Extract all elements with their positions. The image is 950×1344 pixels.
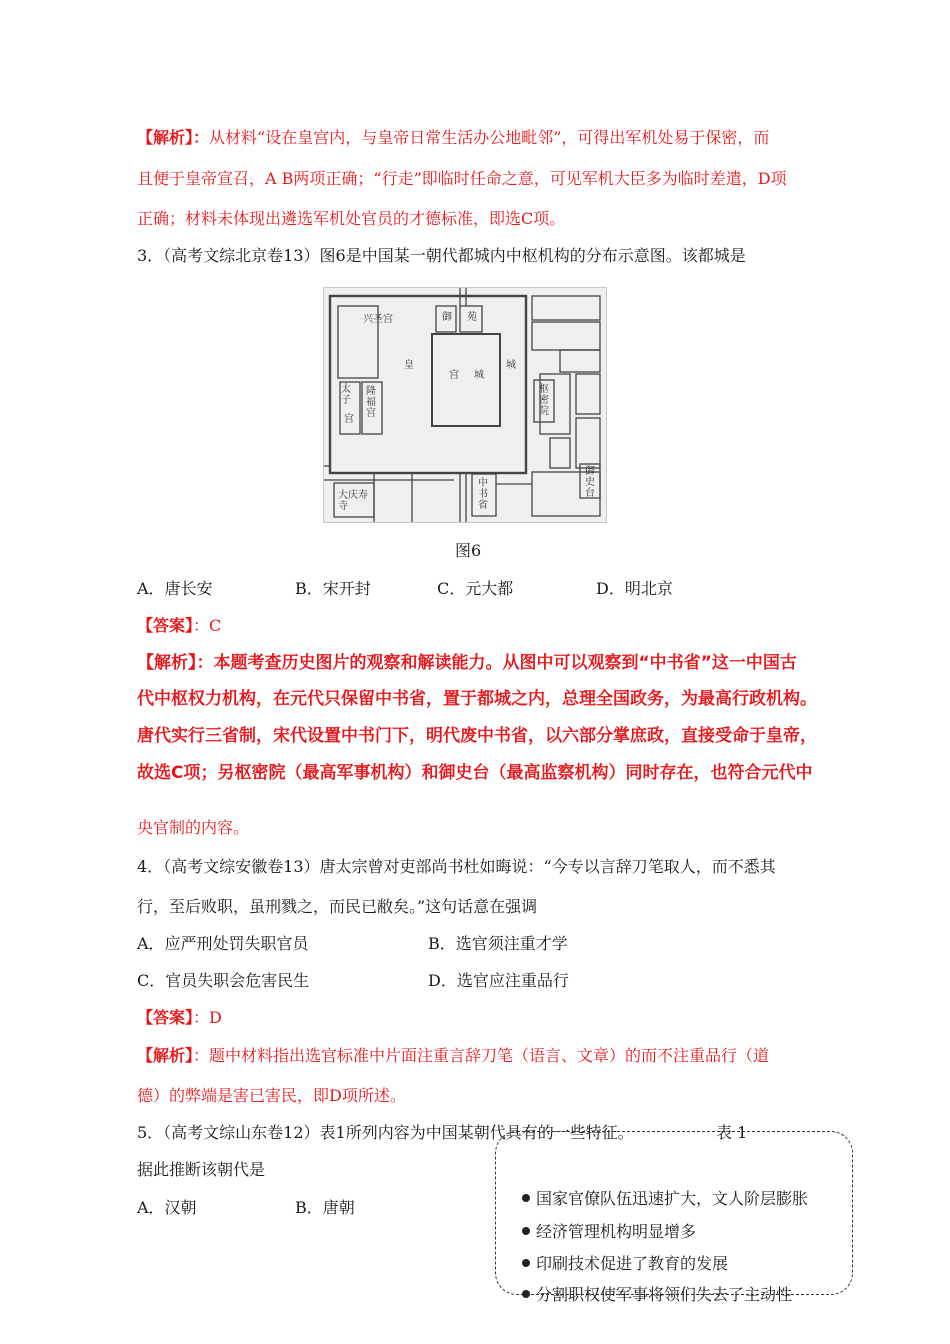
q3-stem: 3．（高考文综北京卷13）图6是中国某一朝代都城内中枢机构的分布示意图。该都城是 [137, 246, 746, 265]
table-item-text: 国家官僚队伍迅速扩大，文人阶层膨胀 [536, 1189, 809, 1208]
answer-value: ：D [193, 1008, 222, 1027]
q3-analysis-line2: 代中枢权力机构，在元代只保留中书省，置于都城之内，总理全国政务，为最高行政机构。 [137, 689, 817, 709]
q4-stem-line1: 4．（高考文综安徽卷13）唐太宗曾对吏部尚书杜如晦说：“今专以言辞刀笔取人，而不悉其 [137, 857, 776, 876]
table-item-text: 印刷技术促进了教育的发展 [536, 1254, 729, 1273]
map-label-top-right: 苑 [467, 312, 477, 323]
q4-analysis-line1 [137, 1046, 769, 1066]
q4-stem-line2: 行，至后败职，虽刑戮之，而民已敝矣。”这句话意在强调 [137, 897, 538, 916]
q4-option-a: A．应严刑处罚失职官员 [137, 934, 309, 953]
q4-option-d: D．选官应注重品行 [428, 971, 569, 990]
bullet-icon [522, 1259, 530, 1267]
table-item-text: 分割职权使军事将领们失去了主动性 [536, 1285, 793, 1304]
map-label-xingsheng: 兴圣宫 [363, 314, 393, 325]
q4-option-c: C．官员失职会危害民生 [137, 971, 310, 990]
q5-option-a: A．汉朝 [137, 1198, 197, 1217]
analysis-label: 【解析】 [137, 128, 194, 147]
q4-option-b: B．选官须注重才学 [428, 934, 568, 953]
map-label-gong: 宫 [344, 414, 354, 425]
map-label-top-left: 御 [442, 312, 452, 323]
bullet-icon [522, 1194, 530, 1202]
q3-answer [137, 616, 221, 636]
map-label-qingshousi: 大庆寿寺 [338, 490, 368, 512]
analysis-text: ：题中材料指出选官标准中片面注重言辞刀笔（语言、文章）的而不注重品行（道 [193, 1046, 770, 1065]
q3-option-d: D．明北京 [596, 579, 673, 598]
q5-table-label: 表 1 [716, 1123, 748, 1142]
table-item [522, 1254, 728, 1274]
table-item [522, 1285, 792, 1305]
map-label-shumiyuan: 枢密院 [539, 384, 549, 417]
q2-analysis-line1 [137, 128, 769, 148]
q3-option-b: B．宋开封 [295, 579, 371, 598]
map-label-cheng: 城 [506, 360, 516, 371]
analysis-label: 【解析】 [137, 1046, 194, 1065]
table-item-text: 经济管理机构明显增多 [536, 1222, 697, 1241]
analysis-text: 从材料“设在皇宫内，与皇帝日常生活办公地毗邻”，可得出军机处易于保密，而 [209, 128, 770, 147]
figure-capital-map [323, 287, 607, 523]
bullet-icon [522, 1227, 530, 1235]
q4-answer [137, 1008, 222, 1028]
q5-stem-line1: 5．（高考文综山东卷12）表1所列内容为中国某朝代具有的一些特征。 [137, 1123, 634, 1142]
q3-analysis-line1 [137, 653, 797, 673]
q5-option-b: B．唐朝 [295, 1198, 355, 1217]
bullet-icon [522, 1290, 530, 1298]
q3-option-c: C．元大都 [437, 579, 514, 598]
q5-stem-line2: 据此推断该朝代是 [137, 1160, 266, 1179]
table-item [522, 1222, 696, 1242]
figure-caption: 图6 [455, 541, 482, 560]
analysis-text: ：本题考查历史图片的观察和解读能力。从图中可以观察到“中书省”这一中国古 [196, 653, 797, 673]
map-label-longfu: 隆福宫 [366, 386, 376, 419]
analysis-label: 【解析】 [137, 653, 197, 673]
q4-analysis-line2: 德）的弊端是害已害民，即D项所述。 [137, 1086, 406, 1105]
map-label-taizi: 太子 [341, 384, 351, 406]
map-label-yushitai: 御史台 [585, 466, 595, 499]
q2-analysis-line3: 正确；材料未体现出遴选军机处官员的才德标准，即选C项。 [137, 209, 566, 228]
answer-label: 【答案】 [137, 616, 194, 635]
map-label-zhongshu: 中书省 [478, 478, 488, 511]
answer-label: 【答案】 [137, 1008, 194, 1027]
analysis-separator: ： [193, 128, 210, 147]
table-item [522, 1189, 808, 1209]
q2-analysis-line2: 且便于皇帝宣召，A B两项正确；“行走”即临时任命之意，可见军机大臣多为临时差遣，D项 [137, 169, 787, 188]
map-label-huang: 皇 [404, 360, 414, 371]
q3-analysis-line4: 故选C项；另枢密院（最高军事机构）和御史台（最高监察机构）同时存在，也符合元代中 [137, 763, 813, 783]
q3-option-a: A．唐长安 [137, 579, 213, 598]
map-label-palace-cheng: 城 [474, 370, 484, 381]
map-label-palace-gong: 宫 [449, 370, 459, 381]
q3-analysis-tail: 央官制的内容。 [137, 818, 250, 837]
answer-value: ：C [193, 616, 222, 635]
q3-analysis-line3: 唐代实行三省制，宋代设置中书门下，明代废中书省，以六部分掌庶政，直接受命于皇帝， [137, 726, 817, 746]
